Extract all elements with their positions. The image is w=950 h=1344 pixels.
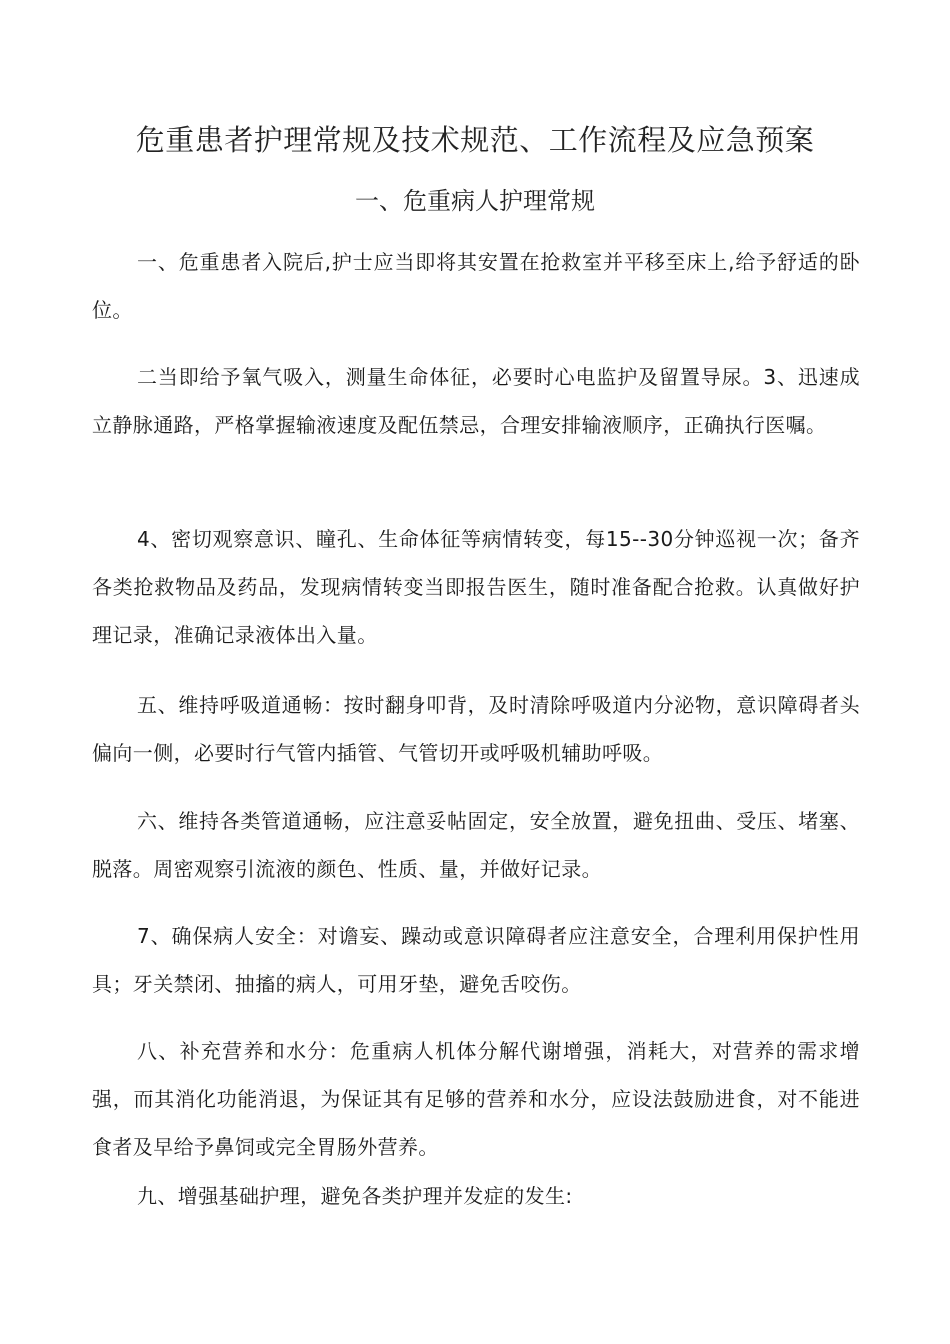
document-title: 危重患者护理常规及技术规范、工作流程及应急预案 xyxy=(135,123,815,157)
paragraph-8: 九、增强基础护理，避免各类护理并发症的发生: xyxy=(137,1184,573,1208)
section-title: 一、危重病人护理常规 xyxy=(355,187,595,215)
paragraph-6: 7、确保病人安全：对谵妄、躁动或意识障碍者应注意安全，合理利用保护性用具；牙关禁闭、抽搐的病人，可用牙垫，避免舌咬伤。 xyxy=(92,924,860,996)
paragraph-4: 五、维持呼吸道通畅：按时翻身叩背，及时清除呼吸道内分泌物，意识障碍者头偏向一侧，必要时行气管内插管、气管切开或呼吸机辅助呼吸。 xyxy=(92,693,860,765)
paragraph-2: 二当即给予氧气吸入，测量生命体征，必要时心电监护及留置导尿。3、迅速成立静脉通路，严格掌握输液速度及配伍禁忌，合理安排输液顺序，正确执行医嘱。 xyxy=(92,365,860,437)
paragraph-7: 八、补充营养和水分：危重病人机体分解代谢增强，消耗大，对营养的需求增强，而其消化功能消退，为保证其有足够的营养和水分，应设法鼓励进食，对不能进食者及早给予鼻饲或完全胃肠外营养。 xyxy=(92,1039,860,1159)
paragraph-3: 4、密切观察意识、瞳孔、生命体征等病情转变，每15--30分钟巡视一次；备齐各类抢救物品及药品，发现病情转变当即报告医生，随时准备配合抢救。认真做好护理记录，准确记录液体出入量。 xyxy=(92,527,860,647)
paragraph-1: 一、危重患者入院后,护士应当即将其安置在抢救室并平移至床上,给予舒适的卧位。 xyxy=(92,250,860,322)
paragraph-5: 六、维持各类管道通畅，应注意妥帖固定，安全放置，避免扭曲、受压、堵塞、脱落。周密观察引流液的颜色、性质、量，并做好记录。 xyxy=(92,809,860,881)
